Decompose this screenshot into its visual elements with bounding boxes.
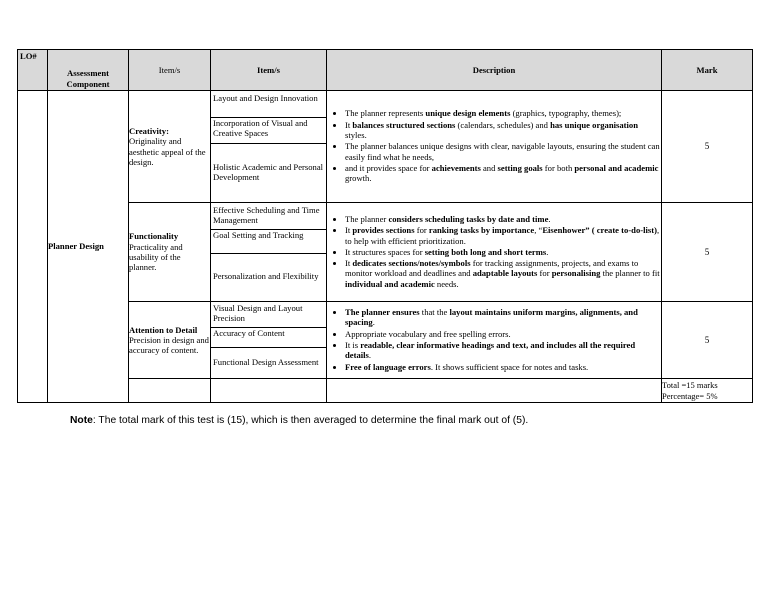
assessment-rubric-table <box>17 49 753 403</box>
header-assessment-component: Assessment Component <box>48 50 129 91</box>
description-bullet: • Free of language errors. It shows sufficient space for notes and tasks. <box>345 362 661 372</box>
item-entry: Incorporation of Visual and Creative Spaces <box>211 118 326 144</box>
description-list <box>327 108 661 183</box>
total-row <box>18 379 753 403</box>
criterion-cell <box>129 302 211 379</box>
description-bullet: • It balances structured sections (calendars, schedules) and has unique organisation styles. <box>345 120 661 141</box>
item-entry: Functional Design Assessment <box>213 357 319 368</box>
component-cell: Planner Design <box>48 91 129 403</box>
item-entry: Visual Design and Layout Precision <box>211 303 326 328</box>
criterion-text: Precision in design and accuracy of content. <box>129 334 209 356</box>
total-cell <box>662 379 753 403</box>
criterion-title: Attention to Detail <box>129 324 198 335</box>
description-cell <box>327 203 662 302</box>
item-entry: Holistic Academic and Personal Development <box>213 161 324 182</box>
header-lo: LO# <box>18 50 48 91</box>
criterion-title: Creativity: <box>129 125 169 136</box>
rubric-row-attention-to-detail <box>18 302 753 379</box>
description-bullet: • It dedicates sections/notes/symbols for tracking assignments, projects, and exams to monitor workload and deadlines and adaptable layouts for personalising the planner to fit individual and academic needs. <box>345 258 661 289</box>
items-cell <box>211 91 327 203</box>
rubric-row-functionality <box>18 203 753 302</box>
description-bullet: • and it provides space for achievements and setting goals for both personal and academic growth. <box>345 163 661 184</box>
note-text: : The total mark of this test is (15), which is then averaged to determine the final mark out of (5). <box>92 415 529 426</box>
item-entry: Personalization and Flexibility <box>213 271 319 282</box>
description-bullet: • The planner considers scheduling tasks by date and time. <box>345 214 661 224</box>
header-items-2: Item/s <box>211 50 327 91</box>
description-bullet: • The planner ensures that the layout maintains uniform margins, alignments, and spacing. <box>345 307 661 328</box>
description-bullet: • Appropriate vocabulary and free spelling errors. <box>345 329 661 339</box>
description-list <box>327 214 661 289</box>
empty-cell <box>327 379 662 403</box>
header-items-1: Item/s <box>129 50 211 91</box>
header-mark: Mark <box>662 50 753 91</box>
item-entry: Effective Scheduling and Time Management <box>211 205 326 230</box>
mark-cell: 5 <box>662 91 753 203</box>
description-cell <box>327 91 662 203</box>
item-entry: Goal Setting and Tracking <box>211 230 326 254</box>
note-label: Note <box>70 415 93 426</box>
header-description: Description <box>327 50 662 91</box>
criterion-cell <box>129 91 211 203</box>
criterion-text: Originality and aesthetic appeal of the design. <box>129 136 206 167</box>
empty-cell <box>211 379 327 403</box>
description-cell <box>327 302 662 379</box>
rubric-row-creativity <box>18 91 753 203</box>
empty-cell <box>129 379 211 403</box>
description-bullet: • It provides sections for ranking tasks by importance, “Eisenhower” ( create to-do-list), to help with efficient prioritization. <box>345 225 661 246</box>
description-bullet: • It structures spaces for setting both long and short terms. <box>345 247 661 257</box>
description-bullet: • It is readable, clear informative headings and text, and includes all the required details. <box>345 340 661 361</box>
lo-cell <box>18 91 48 403</box>
criterion-title: Functionality <box>129 231 179 242</box>
description-bullet: • The planner balances unique designs with clear, navigable layouts, ensuring the student can easily find what he needs, <box>345 141 661 162</box>
mark-cell: 5 <box>662 203 753 302</box>
description-bullet: • The planner represents unique design elements (graphics, typography, themes); <box>345 108 661 118</box>
item-entry: Accuracy of Content <box>211 328 326 348</box>
items-cell <box>211 203 327 302</box>
header-row <box>18 50 753 91</box>
total-percentage: Percentage= 5% <box>662 390 718 401</box>
description-list <box>327 307 661 372</box>
mark-cell: 5 <box>662 302 753 379</box>
total-marks: Total =15 marks <box>662 380 718 391</box>
note-paragraph <box>70 415 528 426</box>
criterion-text: Practicality and usability of the planner. <box>129 241 183 273</box>
items-cell <box>211 302 327 379</box>
criterion-cell <box>129 203 211 302</box>
item-entry: Layout and Design Innovation <box>211 93 326 118</box>
